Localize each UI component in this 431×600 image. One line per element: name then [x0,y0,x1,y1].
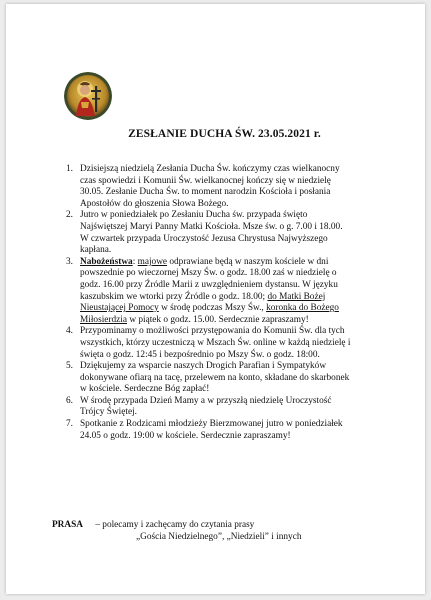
item-text: w środę podczas Mszy Św., [158,303,267,314]
item-number: 3. [66,256,73,267]
item-text: Spotkanie z Rodzicami młodzieży Bierzmowanej jutro w poniedziałek 24.05 o godz. 19:00 w kościele. Serdecznie zapraszamy! [80,419,343,441]
list-item [66,210,352,256]
item-heading: Nabożeństwa [80,256,133,267]
item-number: 2. [66,210,73,221]
item-text: Przypominamy o możliwości przystępowania do Komunii Św. dla tych wszystkich, którzy uczestniczą w Mszach Św. online w każdą niedzielę i święta o godz. 12:45 i bezpośrednio po Mszy Św. o godz. 18:00. [80,326,351,360]
document-page [6,4,425,594]
underlined-nieustajacej-pomocy: do Matki Bożej Nieustającej Pomocy [80,291,326,314]
item-number: 4. [66,326,73,337]
notices-list [66,164,352,442]
underlined-majowe: majowe [137,256,168,267]
saint-icon [64,72,112,120]
item-number: 7. [66,419,73,430]
item-text: Jutro w poniedziałek po Zesłaniu Ducha św. przypada święto Najświętszej Maryi Panny Matki Kościoła. Msze św. o g. 7.00 i 18.00. W czwartek przypada Uroczystość Jezusa Chrystusa Najwyższego kapłana. [80,210,343,256]
item-text: W środę przypada Dzień Mamy a w przyszłą niedzielę Uroczystość Trójcy Świętej. [80,395,332,418]
page-title: ZESŁANIE DUCHA ŚW. 23.05.2021 r. [128,128,321,140]
press-line-1: – polecamy i zachęcamy do czytania prasy [95,520,255,530]
item-number: 6. [66,395,73,406]
list-item [66,361,352,396]
underlined-koronka: koronka do Bożego Miłosierdzia [80,303,339,325]
item-text: odprawiane będą w naszym kościele w dni powszednie po wieczornej Mszy Św. o godz. 18.00 zaś w niedzielę o godz. 16.00 przy Źródle Marii z uwzględnieniem dystansu. W języku kaszubskim we wtorki przy Źródle o godz. 18.00; [80,256,338,302]
item-text: Dzisiejszą niedzielą Zesłania Ducha Św. kończymy czas wielkanocny czas spowiedzi i Komunii Św. wielkanocnej kończy się w niedzielę 30.05. Zesłanie Ducha Św. to moment narodzin Kościoła i posłania Apostołów do głoszenia Słowa Bożego. [80,164,340,209]
press-note [52,519,412,543]
press-label: PRASA [52,520,83,530]
list-item [66,326,352,361]
item-text: : [132,256,138,267]
item-text: w piątek o godz. 15.00. Serdecznie zapraszamy! [127,314,309,325]
press-line-2: „Gościa Niedzielnego”, „Niedzieli” i innych [136,532,302,542]
item-number: 1. [66,164,73,174]
item-text: Dziękujemy za wsparcie naszych Drogich Parafian i Sympatyków dokonywane ofiarą na tacę, przelewem na konto, składane do skarbonek w kościele. Serdeczne Bóg zapłać! [80,361,350,395]
item-number: 5. [66,361,73,372]
list-item [66,395,352,419]
list-item [66,164,352,210]
list-item [66,256,352,327]
list-item [66,419,352,442]
